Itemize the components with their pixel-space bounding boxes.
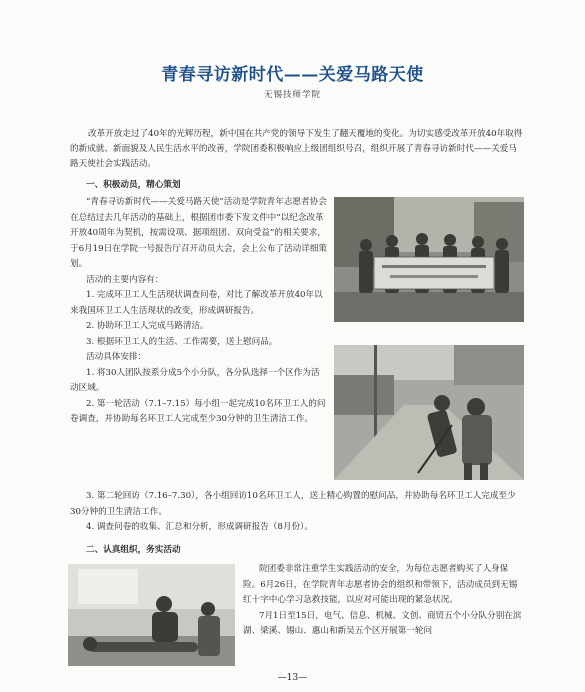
content-item-3: 3. 根据环卫工人的生活、工作需要，送上慰问品。 bbox=[86, 336, 278, 347]
content-label: 活动的主要内容有： bbox=[86, 274, 164, 285]
section1-paragraph: “青春寻访新时代——关爱马路天使”活动是学院青年志愿者协会在总结过去几年活动的基础上，根据团市委下发文件中“以纪念改革开放40周年为契机，按需设项、据项组团、双向受益”的相关要求，于6月19日在学院一号报告厅召开动员大会，会上公布了活动详细策划。 bbox=[70, 197, 328, 269]
section2-paragraph-1: 院团委非常注重学生实践活动的安全，为每位志愿者购买了人身保险。6月26日，在学院青年志愿者协会的组织和带领下，活动成员到无锡红十字中心学习急救技能，以应对可能出现的紧急状况。 bbox=[243, 564, 518, 605]
group-photo-with-banner bbox=[334, 197, 524, 322]
article-author: 无锡技师学院 bbox=[263, 90, 321, 100]
street-cleaning-photo bbox=[334, 345, 524, 480]
arrangement-full-width bbox=[70, 489, 524, 536]
content-item-1: 1. 完成环卫工人生活现状调查问卷，对比了解改革开放40年以来我国环卫工人生活现状的改变，形成调研报告。 bbox=[70, 290, 323, 316]
content-item-2: 2. 协助环卫工人完成马路清洁。 bbox=[86, 321, 209, 331]
intro-paragraph: 改革开放走过了40年的光辉历程，新中国在共产党的领导下发生了翻天覆地的变化。为切实感受改革开放40年取得的新成就、新面貌及人民生活水平的改善，学院团委积极响应上级团组织号召，组织开展了青春寻访新时代——关爱马路天使社会实践活动。 bbox=[70, 129, 523, 169]
arrangement-item-4: 4. 调查问卷的收集、汇总和分析，形成调研报告（8月份）。 bbox=[86, 522, 313, 532]
arrangement-item-1: 1. 将30人团队按系分成5个小分队，各分队选择一个区作为活动区域。 bbox=[70, 367, 320, 393]
section2-paragraph-2: 7月1日至15日，电气、信息、机械、文创、商贸五个小分队分别在滨湖、梁溪、锡山、惠山和新吴五个区开展第一轮问 bbox=[243, 610, 522, 636]
section1-column bbox=[70, 195, 328, 428]
section2-heading: 二、认真组织，务实活动 bbox=[86, 545, 181, 555]
first-aid-training-photo bbox=[68, 564, 235, 666]
arrangement-item-3: 3. 第二轮回访（7.16–7.30），各小组回访10名环卫工人，送上精心购置的慰问品，并协助每名环卫工人完成至少30分钟的卫生清洁工作。 bbox=[70, 491, 516, 517]
section2-column bbox=[243, 562, 524, 640]
section1-heading: 一、积极动员，精心策划 bbox=[86, 180, 181, 190]
page-number: —13— bbox=[277, 673, 308, 683]
article-title: 青春寻访新时代——关爱马路天使 bbox=[161, 65, 424, 85]
arrangement-item-2: 2. 第一轮活动（7.1–7.15）每小组一起完成10名环卫工人的问卷调查，并协助每名环卫工人完成至少30分钟的卫生清洁工作。 bbox=[70, 398, 326, 424]
arrangement-label: 活动具体安排： bbox=[86, 352, 147, 362]
